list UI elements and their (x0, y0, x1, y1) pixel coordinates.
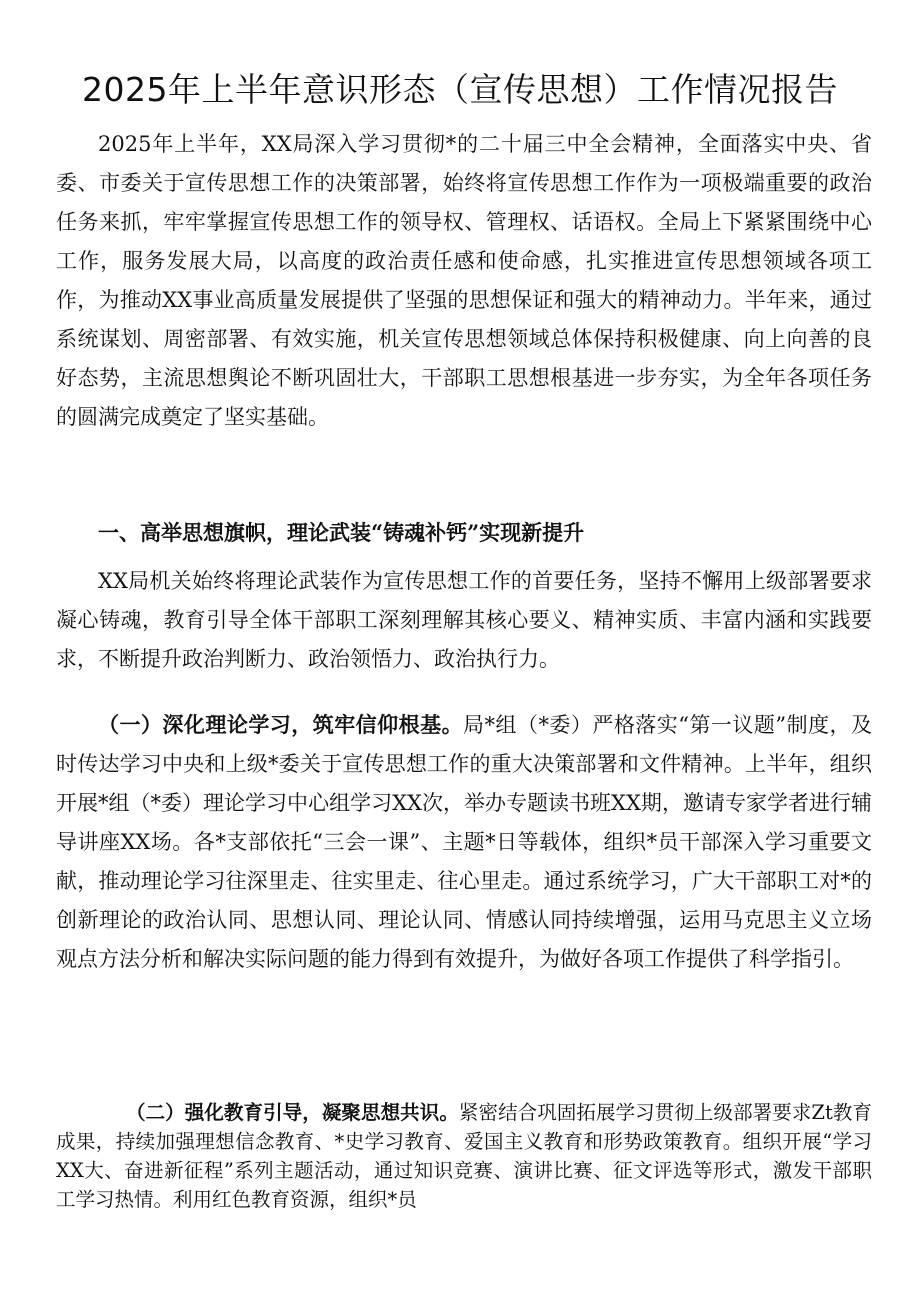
item-2-lead: （二）强化教育引导，凝聚思想共识。 (126, 1101, 459, 1124)
item-2-body: 紧密结合巩固拓展学习贯彻上级部署要求Zt教育成果，持续加强理想信念教育、*史学习教育、爱国主义教育和形势政策教育。组织开展“学习XX大、奋进新征程”系列主题活动，通过知识竞赛、演讲比赛、征文评选等形式，激发干部职工学习热情。利用红色教育资源，组织*员 (56, 1101, 872, 1211)
item-1-body: 局*组（*委）严格落实“第一议题”制度，及时传达学习中央和上级*委关于宣传思想工作的重大决策部署和文件精神。上半年，组织开展*组（*委）理论学习中心组学习XX次，举办专题读书班XX期，邀请专家学者进行辅导讲座XX场。各*支部依托“三会一课”、主题*日等载体，组织*员干部深入学习重要文献，推动理论学习往深里走、往实里走、往心里走。通过系统学习，广大干部职工对*的创新理论的政治认同、思想认同、理论认同、情感认同持续增强，运用马克思主义立场观点方法分析和解决实际问题的能力得到有效提升，为做好各项工作提供了科学指引。 (56, 713, 872, 971)
document-title: 2025年上半年意识形态（宣传思想）工作情况报告 (82, 70, 838, 109)
section-1-heading: 一、高举思想旗帜，理论武装“铸魂补钙”实现新提升 (98, 520, 585, 545)
section-1-paragraph: XX局机关始终将理论武装作为宣传思想工作的首要任务，坚持不懈用上级部署要求凝心铸魂，教育引导全体干部职工深刻理解其核心要义、精神实质、丰富内涵和实践要求，不断提升政治判断力、政治领悟力、政治执行力。 (56, 569, 872, 671)
intro-paragraph: 2025年上半年，XX局深入学习贯彻*的二十届三中全会精神，全面落实中央、省委、市委关于宣传思想工作的决策部署，始终将宣传思想工作作为一项极端重要的政治任务来抓，牢牢掌握宣传思想工作的领导权、管理权、话语权。全局上下紧紧围绕中心工作，服务发展大局，以高度的政治责任感和使命感，扎实推进宣传思想领域各项工作，为推动XX事业高质量发展提供了坚强的思想保证和强大的精神动力。半年来，通过系统谋划、周密部署、有效实施，机关宣传思想领域总体保持积极健康、向上向善的良好态势，主流思想舆论不断巩固壮大，干部职工思想根基进一步夯实，为全年各项任务的圆满完成奠定了坚实基础。 (56, 132, 872, 429)
item-1-paragraph (56, 705, 872, 979)
item-1-lead: （一）深化理论学习，筑牢信仰根基。 (98, 712, 464, 737)
item-2-paragraph (56, 1098, 872, 1214)
